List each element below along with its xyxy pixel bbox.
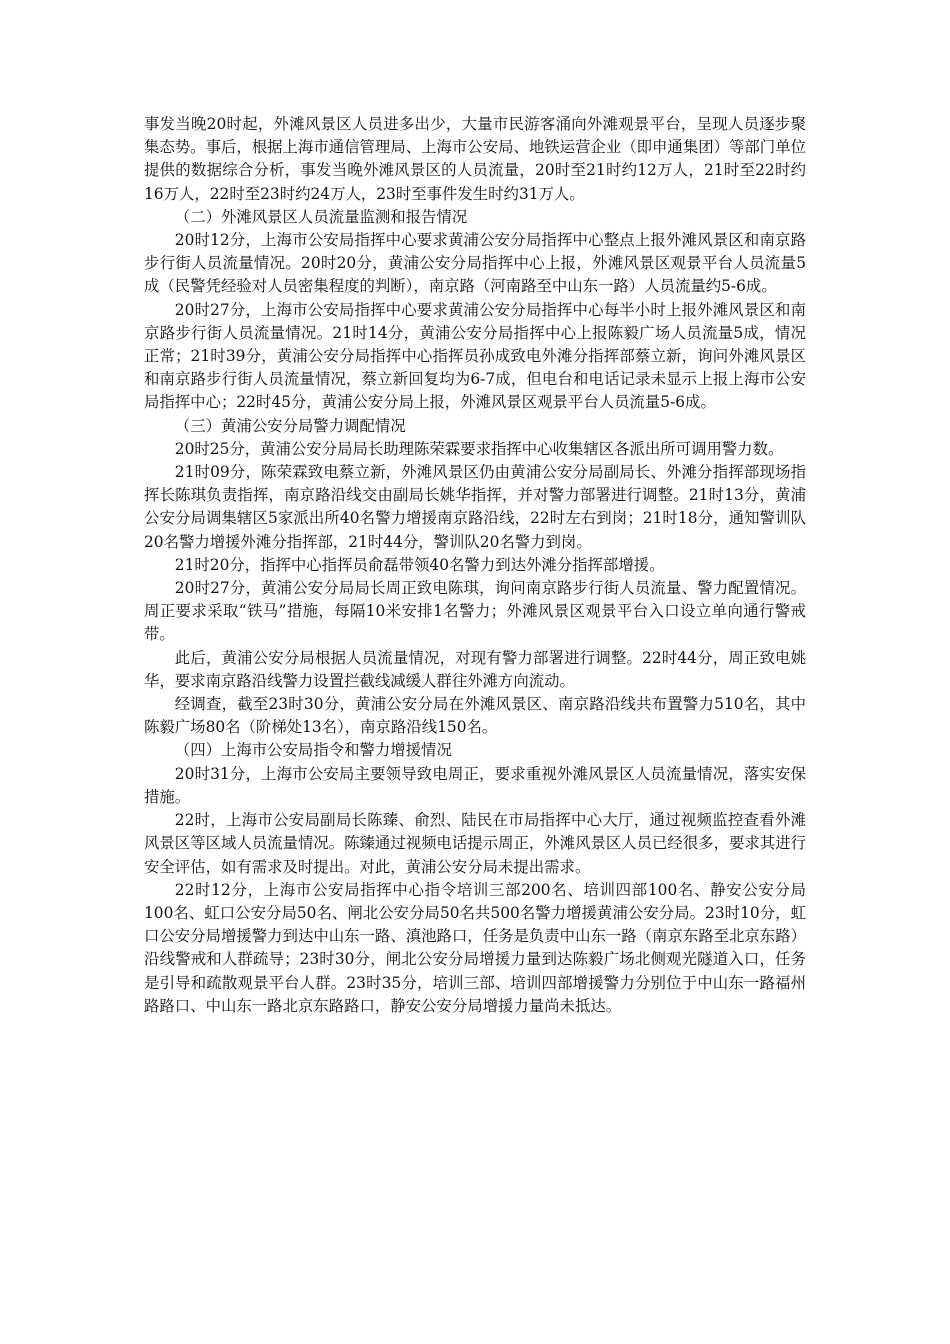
paragraph-9: 20时27分，黄浦公安分局局长周正致电陈琪，询问南京路步行街人员流量、警力配置情况。周正要求采取“铁马”措施，每隔10米安排1名警力；外滩风景区观景平台入口设立单向通行警戒带。 xyxy=(144,579,806,644)
paragraph-3: 20时12分，上海市公安局指挥中心要求黄浦公安分局指挥中心整点上报外滩风景区和南京路步行街人员流量情况。20时20分，黄浦公安分局指挥中心上报，外滩风景区观景平台人员流量5成（民警凭经验对人员密集程度的判断），南京路（河南路至中山东一路）人员流量约5-6成。 xyxy=(144,231,806,296)
paragraph-1: 事发当晚20时起，外滩风景区人员进多出少，大量市民游客涌向外滩观景平台，呈现人员逐步聚集态势。事后，根据上海市通信管理局、上海市公安局、地铁运营企业（即申通集团）等部门单位提供的数据综合分析，事发当晚外滩风景区的人员流量，20时至21时约12万人，21时至22时约16万人，22时至23时约24万人，23时至事件发生时约31万人。 xyxy=(144,115,806,203)
paragraph-6: 20时25分，黄浦公安分局局长助理陈荣霖要求指挥中心收集辖区各派出所可调用警力数。 xyxy=(174,439,784,458)
paragraph-15: 22时12分，上海市公安局指挥中心指令培训三部200名、培训四部100名、静安公安分局100名、虹口公安分局50名、闸北公安分局50名共500名警力增援黄浦公安分局。23时10分，虹口公安分局增援警力到达中山东一路、滇池路口，任务是负责中山东一路（南京东路至北京东路）沿线警戒和人群疏导；23时30分，闸北公安分局增援力量到达陈毅广场北侧观光隧道入口，任务是引导和疏散观景平台人群。23时35分，培训三部、培训四部增援警力分别位于中山东一路福州路路口、中山东一路北京东路路口，静安公安分局增援力量尚未抵达。 xyxy=(144,880,806,1015)
paragraph-11: 经调查，截至23时30分，黄浦公安分局在外滩风景区、南京路沿线共布置警力510名，其中陈毅广场80名（阶梯处13名），南京路沿线150名。 xyxy=(144,695,806,737)
section-heading-3: （三）黄浦公安分局警力调配情况 xyxy=(174,416,406,435)
paragraph-14: 22时，上海市公安局副局长陈臻、俞烈、陆民在市局指挥中心大厅，通过视频监控查看外滩风景区等区域人员流量情况。陈臻通过视频电话提示周正，外滩风景区人员已经很多，要求其进行安全评估，如有需求及时提出。对此，黄浦公安分局未提出需求。 xyxy=(144,811,806,876)
paragraph-8: 21时20分，指挥中心指挥员俞磊带领40名警力到达外滩分指挥部增援。 xyxy=(174,555,665,574)
section-heading-4: （四）上海市公安局指令和警力增援情况 xyxy=(174,741,452,760)
paragraph-13: 20时31分，上海市公安局主要领导致电周正，要求重视外滩风景区人员流量情况，落实安保措施。 xyxy=(144,764,806,806)
paragraph-7: 21时09分，陈荣霖致电蔡立新，外滩风景区仍由黄浦公安分局副局长、外滩分指挥部现场指挥长陈琪负责指挥，南京路沿线交由副局长姚华指挥，并对警力部署进行调整。21时13分，黄浦公安分局调集辖区5家派出所40名警力增援南京路沿线，22时左右到岗；21时18分，通知警训队20名警力增援外滩分指挥部，21时44分，警训队20名警力到岗。 xyxy=(144,463,806,551)
paragraph-10: 此后，黄浦公安分局根据人员流量情况，对现有警力部署进行调整。22时44分，周正致电姚华，要求南京路沿线警力设置拦截线减缓人群往外滩方向流动。 xyxy=(144,648,806,690)
document-page xyxy=(144,113,806,1018)
paragraph-4: 20时27分，上海市公安局指挥中心要求黄浦公安分局指挥中心每半小时上报外滩风景区和南京路步行街人员流量情况。21时14分，黄浦公安分局指挥中心上报陈毅广场人员流量5成，情况正常；21时39分，黄浦公安分局指挥中心指挥员孙成致电外滩分指挥部蔡立新，询问外滩风景区和南京路步行街人员流量情况，蔡立新回复均为6-7成，但电台和电话记录未显示上报上海市公安局指挥中心；22时45分，黄浦公安分局上报，外滩风景区观景平台人员流量5-6成。 xyxy=(144,300,806,412)
section-heading-2: （二）外滩风景区人员流量监测和报告情况 xyxy=(174,207,468,226)
